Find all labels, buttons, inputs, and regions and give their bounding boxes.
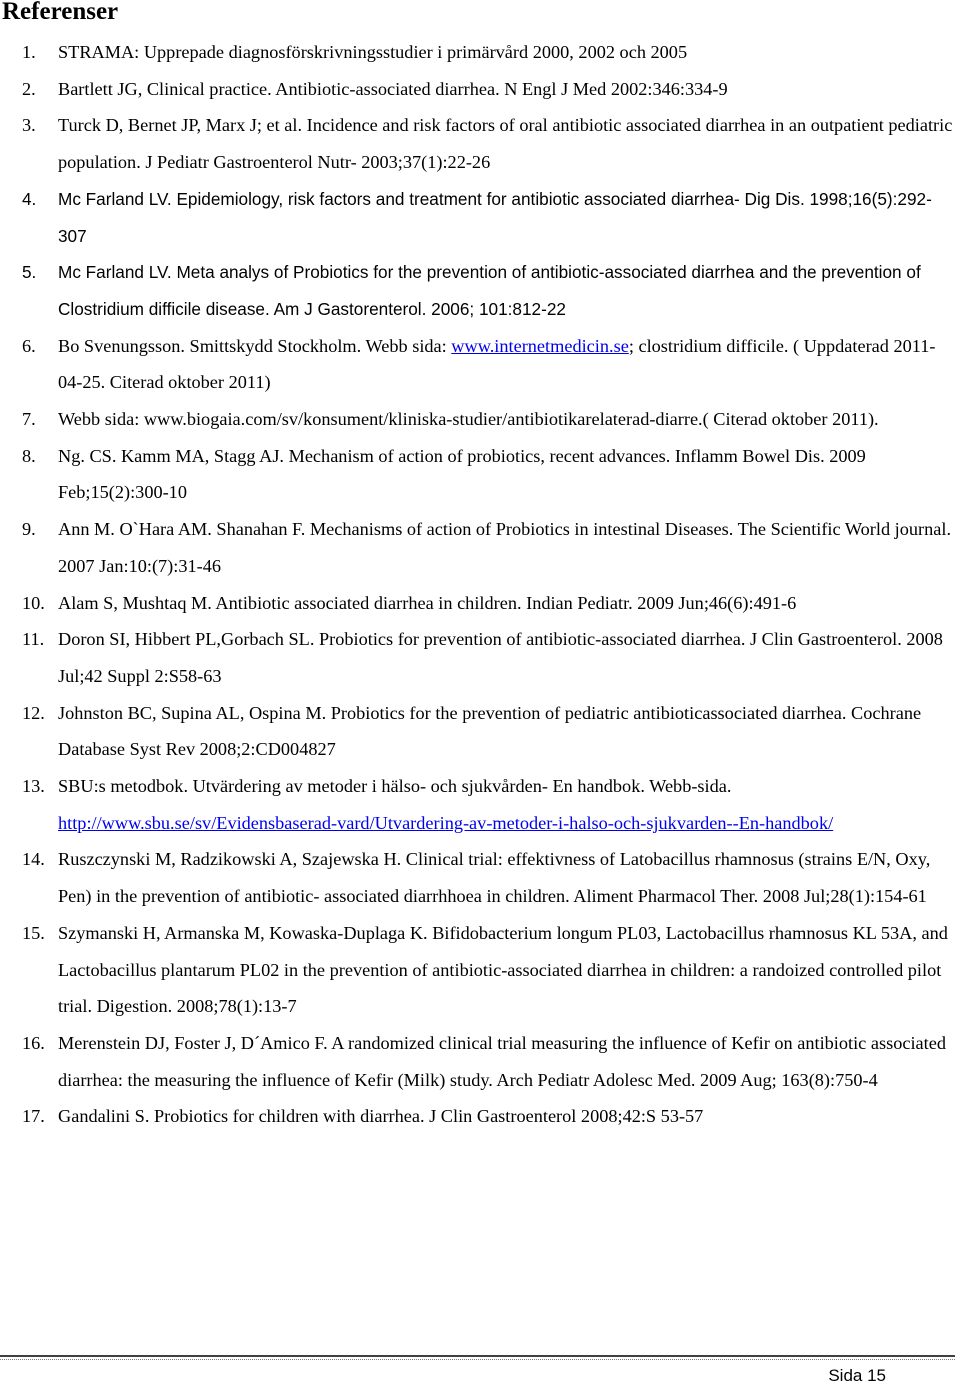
reference-text: Doron SI, Hibbert PL,Gorbach SL. Probiotics for prevention of antibiotic-associated diarrhea. J Clin Gastroenterol. 2008 Jul;42 Suppl 2:S58-63 [58,629,943,686]
reference-number: 8. [22,445,36,466]
reference-item [0,695,960,768]
footer-rule-dotted [0,1359,955,1360]
reference-number: 9. [22,519,36,540]
reference-item [0,1098,960,1135]
reference-text: Ann M. O`Hara AM. Shanahan F. Mechanisms of action of Probiotics in intestinal Diseases. The Scientific World journal. 2007 Jan:10:(7):31-46 [58,519,952,576]
reference-number: 6. [22,335,36,356]
reference-number: 10. [22,592,45,613]
reference-item [0,1025,960,1098]
reference-text: Mc Farland LV. Meta analys of Probiotics for the prevention of antibiotic-associated diarrhea and the prevention of Clostridium difficile disease. Am J Gastorenterol. 2006; 101:812-22 [58,262,921,319]
reference-text: Ruszczynski M, Radzikowski A, Szajewska H. Clinical trial: effektivness of Latobacillus rhamnosus (strains E/N, Oxy, Pen) in the prevention of antibiotic- associated diarrhhoea in children. Aliment Pharmacol Ther. 2008 Jul;28(1):154-61 [58,849,931,907]
reference-number: 7. [22,409,36,430]
reference-text: Ng. CS. Kamm MA, Stagg AJ. Mechanism of action of probiotics, recent advances. Inflamm Bowel Dis. 2009 Feb;15(2):300-10 [58,445,866,503]
reference-text: Bo Svenungsson. Smittskydd Stockholm. Webb sida: [58,335,452,356]
reference-text: ; clostridium difficile. ( Uppdaterad 2011-04-25. Citerad oktober 2011) [58,335,936,393]
reference-item [0,511,960,584]
page-title: Referenser [2,0,119,25]
footer-rule [0,1355,955,1357]
reference-text: Turck D, Bernet JP, Marx J; et al. Incidence and risk factors of oral antibiotic associated diarrhea in an outpatient pediatric population. J Pediatr Gastroenterol Nutr- 2003;37(1):22-26 [58,115,953,173]
reference-item [0,181,960,254]
reference-item [0,915,960,1025]
reference-number: 2. [22,78,36,99]
reference-item [0,621,960,694]
reference-number: 4. [22,188,37,209]
reference-text: Mc Farland LV. Epidemiology, risk factors and treatment for antibiotic associated diarrhea- Dig Dis. 1998;16(5):292-307 [58,188,932,246]
reference-item [0,34,960,71]
reference-item [0,71,960,108]
reference-text: Merenstein DJ, Foster J, D´Amico F. A randomized clinical trial measuring the influence of Kefir on antibiotic associated diarrhea: the measuring the influence of Kefir (Milk) study. Arch Pediatr Adolesc Med. 2009 Aug; 163(8):750-4 [58,1032,946,1090]
reference-item [0,585,960,622]
reference-item [0,328,960,401]
reference-link[interactable]: http://www.sbu.se/sv/Evidensbaserad-vard/Utvardering-av-metoder-i-halso-och-sjukvarden--En-handbok/ [58,812,834,833]
reference-number: 16. [22,1032,45,1053]
reference-text: Webb sida: www.biogaia.com/sv/konsument/kliniska-studier/antibiotikarelaterad-diarre.( Citerad oktober 2011). [58,409,879,430]
reference-number: 5. [22,262,37,283]
reference-number: 13. [22,776,45,797]
reference-number: 15. [22,922,45,943]
reference-text: Szymanski H, Armanska M, Kowaska-Duplaga K. Bifidobacterium longum PL03, Lactobacillus rhamnosus KL 53A, and Lactobacillus plantarum PL02 in the prevention of antibiotic-associated diarrhea in children: a randoized controlled pilot trial. Digestion. 2008;78(1):13-7 [58,922,948,1017]
reference-text: Gandalini S. Probiotics for children with diarrhea. J Clin Gastroenterol 2008;42:S 53-57 [58,1106,704,1127]
reference-link[interactable]: www.internetmedicin.se [451,335,629,356]
reference-number: 1. [22,42,36,62]
reference-text: SBU:s metodbok. Utvärdering av metoder i hälso- och sjukvården- En handbok. Webb-sida. [58,776,732,797]
reference-text: Johnston BC, Supina AL, Ospina M. Probiotics for the prevention of pediatric antibioticassociated diarrhea. Cochrane Database Syst Rev 2008;2:CD004827 [58,702,922,760]
reference-number: 12. [22,702,45,723]
reference-item [0,841,960,914]
page-number: Sida 15 [828,1366,886,1385]
reference-text: STRAMA: Upprepade diagnosförskrivningsstudier i primärvård 2000, 2002 och 2005 [58,42,688,62]
reference-number: 17. [22,1106,45,1127]
reference-number: 11. [22,629,45,650]
reference-number: 14. [22,849,45,870]
reference-text: Bartlett JG, Clinical practice. Antibiotic-associated diarrhea. N Engl J Med 2002:346:334-9 [58,78,728,99]
reference-item [0,768,960,841]
reference-list [0,34,960,1135]
reference-item [0,401,960,438]
reference-number: 3. [22,115,36,136]
reference-text: Alam S, Mushtaq M. Antibiotic associated diarrhea in children. Indian Pediatr. 2009 Jun;46(6):491-6 [58,592,797,613]
reference-item [0,438,960,511]
reference-item [0,107,960,180]
reference-item [0,254,960,327]
